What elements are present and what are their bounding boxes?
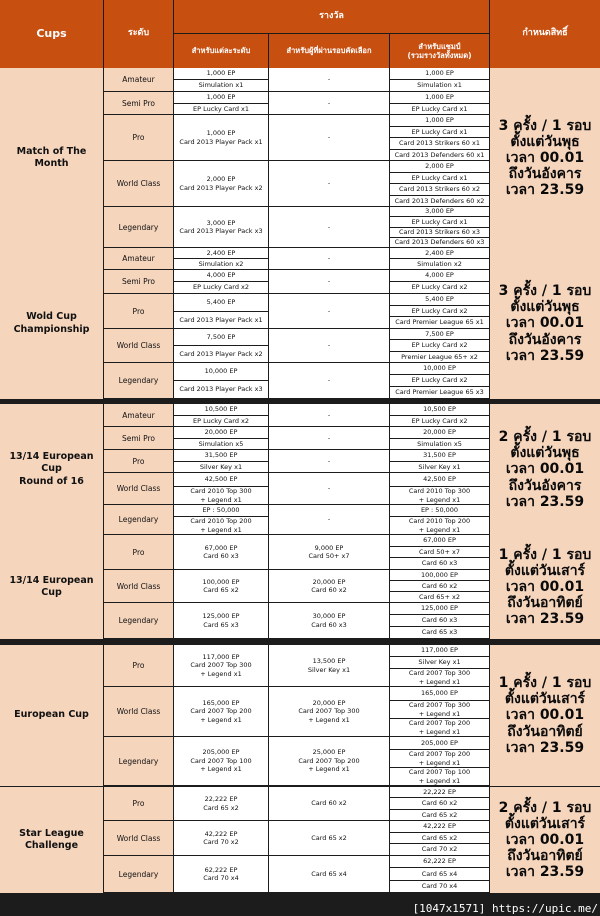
reward-item: Simulation x1 (174, 80, 268, 91)
champion-item: 31,500 EP (390, 450, 489, 461)
champion-item: Simulation x5 (390, 439, 489, 450)
qualified-reward: 30,000 EP Card 60 x3 (269, 603, 389, 638)
qualified-reward: 25,000 EP Card 2007 Top 200 + Legend x1 (269, 737, 389, 785)
reward-item: 10,000 EP (174, 363, 268, 380)
section-european-cup (0, 645, 600, 786)
per-level-rewards (174, 505, 268, 534)
champion-item: 42,222 EP (390, 821, 489, 832)
reward-item: 31,500 EP (174, 450, 268, 461)
header-champion: สำหรับแชมป์ (รวมรางวัลทั้งหมด) (390, 34, 489, 68)
per-level-rewards (174, 270, 268, 293)
champion-rewards (390, 207, 489, 247)
level-name: Pro (104, 294, 173, 328)
champion-item: 165,000 EP (390, 687, 489, 700)
level-name: Semi Pro (104, 92, 173, 114)
champion-rewards (390, 737, 489, 785)
header-cups: Cups (0, 0, 103, 68)
champion-item: Card 2013 Strikers 60 x3 (390, 228, 489, 237)
per-level-rewards (174, 329, 268, 362)
level-name: World Class (104, 161, 173, 206)
champion-item: Card 50+ x7 (390, 547, 489, 558)
champion-rewards (390, 473, 489, 504)
champion-rewards (390, 603, 489, 638)
champion-item: Card 60 x3 (390, 615, 489, 626)
qualified-reward: 9,000 EP Card 50+ x7 (269, 535, 389, 569)
champion-rewards (390, 248, 489, 269)
reward-item: EP : 50,000 (174, 505, 268, 516)
level-name: Semi Pro (104, 270, 173, 293)
champion-item: EP Lucky Card x1 (390, 127, 489, 138)
level-name: Legendary (104, 737, 173, 785)
qualified-reward: Card 60 x2 (269, 787, 389, 820)
reward-item: Silver Key x1 (174, 462, 268, 473)
level-name: World Class (104, 570, 173, 602)
champion-item: Card 2007 Top 200 + Legend x1 (390, 719, 489, 736)
header-qualified: สำหรับผู้ที่ผ่านรอบคัดเลือก (269, 34, 389, 68)
reward-item: Card 2013 Player Pack x3 (174, 381, 268, 398)
rights-text: 2 ครั้ง / 1 รอบ ตั้งแต่วันพุธ เวลา 00.01 ถึงวันอังคาร เวลา 23.59 (490, 404, 600, 535)
champion-rewards (390, 363, 489, 398)
champion-item: 1,000 EP (390, 92, 489, 103)
cup-name: Star League Challenge (0, 787, 103, 893)
per-level-rewards (174, 535, 268, 569)
reward-item: Simulation x5 (174, 439, 268, 450)
header-reward: รางวัล (174, 0, 489, 33)
level-name: Legendary (104, 603, 173, 638)
per-level-rewards (174, 570, 268, 602)
cup-name: Match of The Month (0, 68, 103, 248)
level-name: World Class (104, 473, 173, 504)
champion-rewards (390, 505, 489, 534)
champion-item: 20,000 EP (390, 427, 489, 438)
section-star-league-challenge (0, 787, 600, 893)
reward-item: 205,000 EP Card 2007 Top 100 + Legend x1 (174, 737, 268, 785)
reward-item: 1,000 EP (174, 68, 268, 79)
champion-item: Card 2007 Top 300 + Legend x1 (390, 669, 489, 686)
champion-item: Card 2007 Top 200 + Legend x1 (390, 750, 489, 767)
qualified-reward: Card 65 x4 (269, 856, 389, 892)
champion-item: EP Lucky Card x2 (390, 375, 489, 386)
champion-item: Card 2013 Defenders 60 x2 (390, 196, 489, 207)
per-level-rewards (174, 294, 268, 328)
qualified-reward: - (269, 363, 389, 398)
champion-rewards (390, 450, 489, 472)
per-level-rewards (174, 450, 268, 472)
level-name: Legendary (104, 505, 173, 534)
reward-item: 100,000 EP Card 65 x2 (174, 570, 268, 602)
champion-item: Card 60 x2 (390, 581, 489, 591)
level-name: Legendary (104, 363, 173, 398)
champion-item: 10,000 EP (390, 363, 489, 374)
champion-item: Card 65 x3 (390, 627, 489, 638)
per-level-rewards (174, 161, 268, 206)
reward-item: 42,222 EP Card 70 x2 (174, 821, 268, 855)
champion-item: EP : 50,000 (390, 505, 489, 516)
level-name: World Class (104, 687, 173, 736)
per-level-rewards (174, 92, 268, 114)
qualified-reward: 20,000 EP Card 60 x2 (269, 570, 389, 602)
champion-rewards (390, 787, 489, 820)
level-name: Pro (104, 787, 173, 820)
per-level-rewards (174, 821, 268, 855)
champion-item: 7,500 EP (390, 329, 489, 339)
reward-item: 62,222 EP Card 70 x4 (174, 856, 268, 892)
champion-item: 2,000 EP (390, 161, 489, 172)
qualified-reward: - (269, 294, 389, 328)
champion-item: Card 60 x3 (390, 558, 489, 569)
reward-item: 10,500 EP (174, 404, 268, 415)
champion-item: 1,000 EP (390, 68, 489, 79)
champion-item: Simulation x1 (390, 80, 489, 91)
table-header (0, 0, 600, 68)
champion-item: EP Lucky Card x1 (390, 173, 489, 184)
champion-rewards (390, 92, 489, 114)
qualified-reward: - (269, 92, 389, 114)
champion-item: Card 70 x2 (390, 844, 489, 855)
qualified-reward: - (269, 473, 389, 504)
champion-item: Card 2013 Strikers 60 x1 (390, 138, 489, 149)
qualified-reward: - (269, 68, 389, 91)
champion-rewards (390, 427, 489, 449)
section-european-cup-round-of-16 (0, 404, 600, 535)
cup-name: European Cup (0, 645, 103, 786)
cup-name: 13/14 European Cup (0, 535, 103, 639)
rights-text: 1 ครั้ง / 1 รอบ ตั้งแต่วันเสาร์ เวลา 00.01 ถึงวันอาทิตย์ เวลา 23.59 (490, 535, 600, 639)
per-level-rewards (174, 248, 268, 269)
champion-item: Card Premier League 65 x1 (390, 317, 489, 328)
reward-item: 2,400 EP (174, 248, 268, 258)
header-level: ระดับ (104, 0, 173, 68)
rights-text: 3 ครั้ง / 1 รอบ ตั้งแต่วันพุธ เวลา 00.01 ถึงวันอังคาร เวลา 23.59 (490, 68, 600, 248)
qualified-reward: - (269, 450, 389, 472)
qualified-reward: Card 65 x2 (269, 821, 389, 855)
qualified-reward: - (269, 270, 389, 293)
qualified-reward: - (269, 115, 389, 160)
qualified-reward: - (269, 329, 389, 362)
champion-rewards (390, 329, 489, 362)
level-name: Amateur (104, 404, 173, 426)
level-name: Legendary (104, 856, 173, 892)
champion-item: 5,400 EP (390, 294, 489, 305)
watermark-text: [1047x1571] https://upic.me/ (412, 902, 598, 915)
section-match-of-the-month (0, 68, 600, 248)
champion-rewards (390, 687, 489, 736)
section-world-cup-championship (0, 248, 600, 399)
champion-item: Card 2013 Defenders 60 x1 (390, 150, 489, 161)
champion-item: 62,222 EP (390, 856, 489, 867)
champion-item: Card Premier League 65 x3 (390, 387, 489, 398)
champion-item: Premier League 65+ x2 (390, 352, 489, 362)
champion-rewards (390, 645, 489, 686)
champion-item: 205,000 EP (390, 737, 489, 749)
champion-item: EP Lucky Card x2 (390, 340, 489, 350)
champion-item: 10,500 EP (390, 404, 489, 415)
reward-item: 67,000 EP Card 60 x3 (174, 535, 268, 569)
reward-item: Card 2013 Player Pack x1 (174, 312, 268, 329)
reward-item: 7,500 EP (174, 329, 268, 345)
level-name: Legendary (104, 207, 173, 247)
reward-item: Card 2010 Top 200 + Legend x1 (174, 517, 268, 534)
champion-item: 100,000 EP (390, 570, 489, 580)
champion-rewards (390, 404, 489, 426)
reward-item: EP Lucky Card x2 (174, 416, 268, 427)
per-level-rewards (174, 645, 268, 686)
champion-rewards (390, 821, 489, 855)
qualified-reward: - (269, 505, 389, 534)
per-level-rewards (174, 856, 268, 892)
champion-item: Card 2010 Top 300 + Legend x1 (390, 487, 489, 504)
champion-rewards (390, 856, 489, 892)
reward-item: 22,222 EP Card 65 x2 (174, 787, 268, 820)
champion-rewards (390, 535, 489, 569)
champion-rewards (390, 68, 489, 91)
per-level-rewards (174, 603, 268, 638)
champion-item: Card 2010 Top 200 + Legend x1 (390, 517, 489, 534)
qualified-reward: - (269, 161, 389, 206)
section-13-14-european-cup (0, 535, 600, 639)
level-name: Amateur (104, 68, 173, 91)
per-level-rewards (174, 473, 268, 504)
rights-text: 3 ครั้ง / 1 รอบ ตั้งแต่วันพุธ เวลา 00.01 ถึงวันอังคาร เวลา 23.59 (490, 248, 600, 399)
level-name: Pro (104, 645, 173, 686)
champion-item: 125,000 EP (390, 603, 489, 614)
champion-item: 42,500 EP (390, 473, 489, 486)
reward-item: EP Lucky Card x2 (174, 282, 268, 293)
reward-item: 3,000 EP Card 2013 Player Pack x3 (174, 207, 268, 247)
champion-rewards (390, 270, 489, 293)
champion-item: Card 2007 Top 300 + Legend x1 (390, 701, 489, 718)
champion-item: 67,000 EP (390, 535, 489, 546)
level-name: Pro (104, 115, 173, 160)
per-level-rewards (174, 787, 268, 820)
level-name: Amateur (104, 248, 173, 269)
reward-item: 1,000 EP Card 2013 Player Pack x1 (174, 115, 268, 160)
reward-item: 42,500 EP (174, 473, 268, 486)
champion-item: Card 65 x2 (390, 833, 489, 844)
qualified-reward: - (269, 427, 389, 449)
per-level-rewards (174, 427, 268, 449)
reward-item: 2,000 EP Card 2013 Player Pack x2 (174, 161, 268, 206)
level-name: Pro (104, 535, 173, 569)
level-name: Pro (104, 450, 173, 472)
qualified-reward: - (269, 207, 389, 247)
reward-item: 4,000 EP (174, 270, 268, 281)
reward-item: EP Lucky Card x1 (174, 104, 268, 115)
header-per-level: สำหรับแต่ละระดับ (174, 34, 268, 68)
champion-rewards (390, 115, 489, 160)
champion-item: 4,000 EP (390, 270, 489, 281)
champion-rewards (390, 161, 489, 206)
champion-item: Card 2007 Top 100 + Legend x1 (390, 768, 489, 785)
champion-item: 3,000 EP (390, 207, 489, 216)
reward-item: 20,000 EP (174, 427, 268, 438)
champion-item: Card 70 x4 (390, 881, 489, 892)
champion-item: EP Lucky Card x1 (390, 104, 489, 115)
champion-item: Silver Key x1 (390, 462, 489, 473)
level-name: World Class (104, 329, 173, 362)
level-name: Semi Pro (104, 427, 173, 449)
champion-item: EP Lucky Card x2 (390, 306, 489, 317)
per-level-rewards (174, 207, 268, 247)
per-level-rewards (174, 737, 268, 785)
champion-item: Card 65 x4 (390, 868, 489, 879)
per-level-rewards (174, 404, 268, 426)
champion-item: EP Lucky Card x2 (390, 282, 489, 293)
reward-item: 5,400 EP (174, 294, 268, 311)
champion-item: EP Lucky Card x2 (390, 416, 489, 427)
champion-item: Card 65 x2 (390, 810, 489, 820)
rights-text: 1 ครั้ง / 1 รอบ ตั้งแต่วันเสาร์ เวลา 00.01 ถึงวันอาทิตย์ เวลา 23.59 (490, 645, 600, 786)
per-level-rewards (174, 363, 268, 398)
champion-rewards (390, 294, 489, 328)
champion-item: 22,222 EP (390, 787, 489, 797)
champion-item: Card 2013 Defenders 60 x3 (390, 238, 489, 247)
champion-item: 2,400 EP (390, 248, 489, 258)
per-level-rewards (174, 115, 268, 160)
cup-name: Wold Cup Championship (0, 248, 103, 399)
champion-rewards (390, 570, 489, 602)
champion-item: 117,000 EP (390, 645, 489, 656)
reward-item: 125,000 EP Card 65 x3 (174, 603, 268, 638)
cup-name: 13/14 European Cup Round of 16 (0, 404, 103, 535)
per-level-rewards (174, 687, 268, 736)
qualified-reward: - (269, 248, 389, 269)
reward-item: 117,000 EP Card 2007 Top 300 + Legend x1 (174, 645, 268, 686)
champion-item: Card 65+ x2 (390, 592, 489, 602)
qualified-reward: - (269, 404, 389, 426)
qualified-reward: 20,000 EP Card 2007 Top 300 + Legend x1 (269, 687, 389, 736)
per-level-rewards (174, 68, 268, 91)
rights-text: 2 ครั้ง / 1 รอบ ตั้งแต่วันเสาร์ เวลา 00.01 ถึงวันอาทิตย์ เวลา 23.59 (490, 787, 600, 893)
champion-item: Card 2013 Strikers 60 x2 (390, 184, 489, 195)
qualified-reward: 13,500 EP Silver Key x1 (269, 645, 389, 686)
reward-item: 1,000 EP (174, 92, 268, 103)
champion-item: Silver Key x1 (390, 657, 489, 668)
champion-item: EP Lucky Card x1 (390, 217, 489, 226)
level-name: World Class (104, 821, 173, 855)
champion-item: Card 60 x2 (390, 798, 489, 808)
champion-item: Simulation x2 (390, 259, 489, 269)
reward-item: Card 2013 Player Pack x2 (174, 346, 268, 362)
reward-item: 165,000 EP Card 2007 Top 200 + Legend x1 (174, 687, 268, 736)
header-rights: กำหนดสิทธิ์ (490, 0, 600, 68)
champion-item: 1,000 EP (390, 115, 489, 126)
reward-item: Card 2010 Top 300 + Legend x1 (174, 487, 268, 504)
reward-item: Simulation x2 (174, 259, 268, 269)
